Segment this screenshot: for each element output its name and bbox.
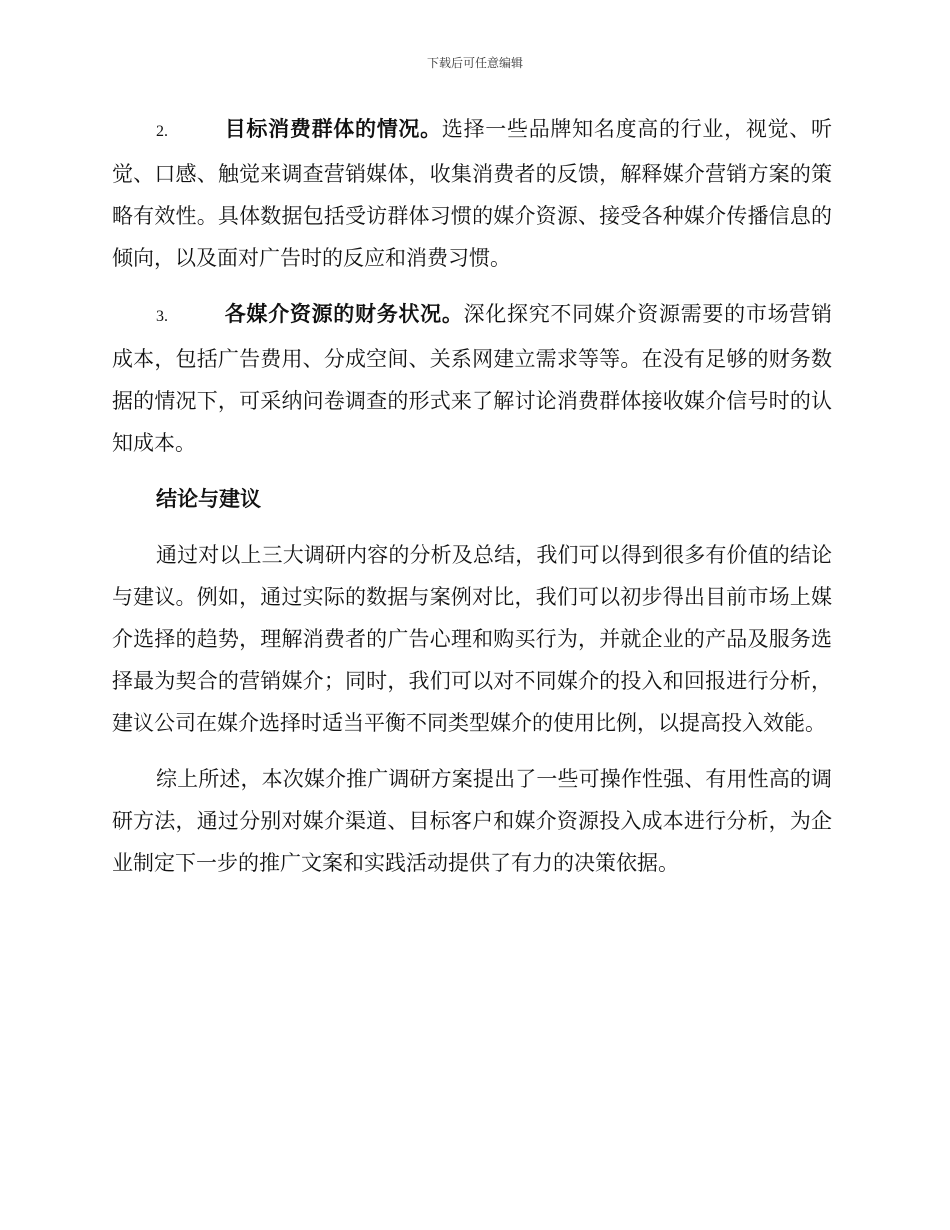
paragraph-conclusion: 通过对以上三大调研内容的分析及总结，我们可以得到很多有价值的结论与建议。例如，通过实际的数据与案例对比，我们可以初步得出目前市场上媒介选择的趋势，理解消费者的广告心理和购买行为，并就企业的产品及服务选择最为契合的营销媒介；同时，我们可以对不同媒介的投入和回报进行分析，建议公司在媒介选择时适当平衡不同类型媒介的使用比例，以提高投入效能。	[112, 543, 832, 735]
list-item-2	[112, 108, 832, 279]
section-heading: 结论与建议	[156, 486, 261, 511]
item-lead: 各媒介资源的财务状况。	[224, 301, 464, 326]
item-text: 选择一些品牌知名度高的行业，视觉、听觉、口感、触觉来调查营销媒体，收集消费者的反馈，解释媒介营销方案的策略有效性。具体数据包括受访群体习惯的媒介资源、接受各种媒介传播信息的倾向，以及面对广告时的反应和消费习惯。	[112, 117, 833, 270]
paragraph-summary: 综上所述，本次媒介推广调研方案提出了一些可操作性强、有用性高的调研方法，通过分别对媒介渠道、目标客户和媒介资源投入成本进行分析，为企业制定下一步的推广文案和实践活动提供了有力的决策依据。	[112, 767, 832, 875]
list-number: 2.	[156, 123, 168, 140]
document-body	[112, 108, 832, 898]
list-number: 3.	[156, 308, 168, 325]
item-text: 深化探究不同媒介资源需要的市场营销成本，包括广告费用、分成空间、关系网建立需求等等。在没有足够的财务数据的情况下，可采纳问卷调查的形式来了解讨论消费群体接收媒介信号时的认知成本。	[112, 302, 833, 455]
list-item-3	[112, 293, 832, 464]
page-header: 下载后可任意编辑	[426, 56, 523, 70]
item-lead: 目标消费群体的情况。	[224, 116, 442, 141]
